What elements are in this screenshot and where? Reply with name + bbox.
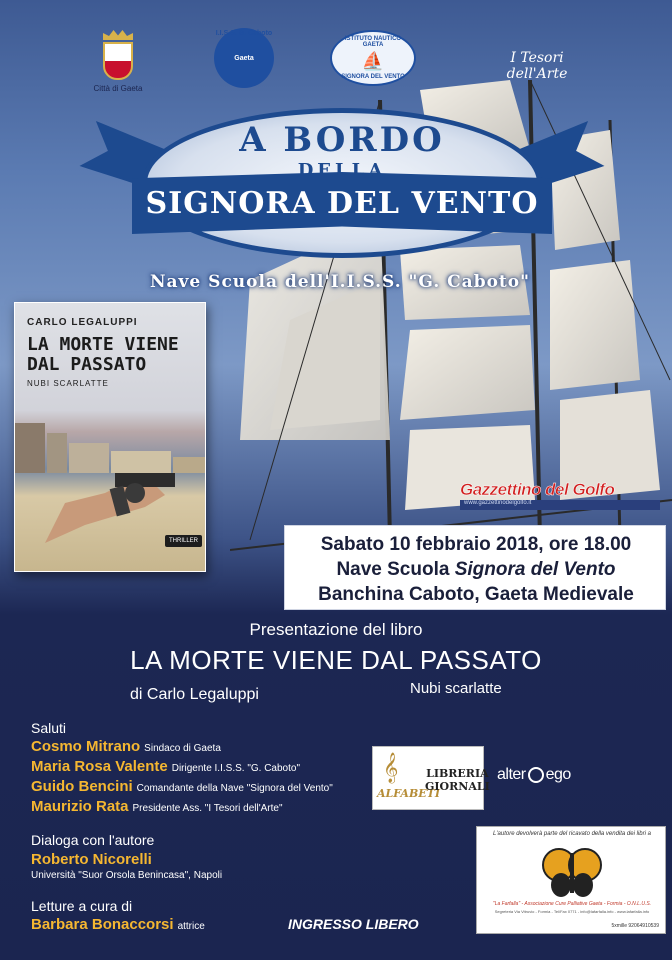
gazzettino-url: www.gazzettinodelgolfo.it [460,500,660,510]
hand-revolver-image [45,463,185,543]
alfabeti-libreria-logo [372,746,490,810]
event-date: Sabato 10 febbraio 2018, ore 18.00 [320,534,632,555]
saluti-person [31,798,283,816]
horseshoe-icon [528,767,544,783]
alfabeti-name: ALFABETI [377,787,440,800]
citta-di-gaeta-logo [88,30,148,93]
person-name: Maria Rosa Valente [31,758,168,775]
alfabeti-giornali-text: GIORNALI [425,780,490,793]
crown-icon [103,30,133,40]
event-place [285,559,667,581]
event-place-prefix: Nave Scuola [336,559,455,580]
title-subtitle: Nave Scuola dell'I.I.S.S. "G. Caboto" [150,272,530,292]
letture-name: Barbara Bonaccorsi [31,916,174,933]
saluti-label: Saluti [31,720,67,736]
saluti-person [31,778,333,796]
nautico-top-text: ISTITUTO NAUTICO GAETA [344,36,402,48]
tesori-arte-logo: I Tesori dell'Arte [506,50,568,82]
presentation-author: di Carlo Legaluppi [130,686,259,703]
person-name: Cosmo Mitrano [31,738,141,755]
person-role: Comandante della Nave "Signora del Vento" [136,783,333,794]
title-line-1: A BORDO [239,120,445,160]
dialoga-label: Dialoga con l'autore [31,832,155,848]
book-cover [14,302,206,572]
letture-person [31,916,205,934]
iiss-caboto-logo [196,28,292,88]
dialoga-name: Roberto Nicorelli [31,851,152,868]
nautico-bottom-text: SIGNORA DEL VENTO [341,74,405,80]
person-role: Dirigente I.I.S.S. "G. Caboto" [171,763,301,774]
dialoga-affiliation: Università "Suor Orsola Benincasa", Napoli [31,870,223,881]
istituto-nautico-logo [330,30,418,90]
saluti-person [31,758,300,776]
ship-icon: ⛵ [361,50,385,71]
la-farfalla-5xmille: 5xmille 92064910539 [611,923,659,929]
event-place-ship: Signora del Vento [454,559,616,580]
butterfly-icon [541,845,603,899]
alfabeti-libreria-text: LIBRERIA [426,767,489,780]
letture-label: Letture a cura di [31,898,133,914]
book-genre-badge: THRILLER [165,535,202,547]
alfabeti-libreria [425,767,490,793]
ingresso-libero: INGRESSO LIBERO [288,916,419,932]
presentation-book-subtitle: Nubi scarlatte [410,680,502,697]
person-role: Presidente Ass. "I Tesori dell'Arte" [132,803,283,814]
iiss-ring: Gaeta [214,28,274,88]
la-farfalla-address: Segreteria Via Vitruvio - Formia - Tel/Fax 0771 - info@lafarfalla.info - www.lafarfalla.info [494,909,650,914]
la-farfalla-assoc: "La Farfalla" - Associazione Cure Palliative Gaeta - Formia - O.N.L.U.S. [492,901,652,907]
letture-role: attrice [177,921,205,932]
iiss-top-text: I.I.S.S. G. Caboto [215,30,273,37]
event-location: Banchina Caboto, Gaeta Medievale [318,584,634,605]
book-cover-author: CARLO LEGALUPPI [27,317,138,328]
alter-ego-logo [497,766,571,784]
alfabeti-mark-icon: 𝄞 [383,753,399,783]
book-cover-title: LA MORTE VIENE DAL PASSATO [27,334,179,375]
gazzettino-name: Gazzettino del Golfo [460,480,615,499]
person-name: Guido Bencini [31,778,133,795]
alter-text: alter [497,766,526,783]
presentation-intro: Presentazione del libro [249,620,423,639]
la-farfalla-card [476,826,666,934]
shield-icon [103,42,133,80]
dialoga-person [31,851,152,869]
gazzettino-del-golfo-logo [460,480,660,510]
person-name: Maurizio Rata [31,798,129,815]
presentation-book-title: LA MORTE VIENE DAL PASSATO [130,645,542,675]
book-cover-subtitle: NUBI SCARLATTE [27,379,109,388]
ego-text: ego [545,766,571,783]
saluti-person [31,738,221,756]
event-details-box [284,525,666,610]
person-role: Sindaco di Gaeta [144,743,221,754]
la-farfalla-intro: L'autore devolverà parte del ricavato della vendita dei libri a [493,831,651,837]
title-line-3: SIGNORA DEL VENTO [145,186,539,221]
crest-label: Città di Gaeta [93,84,143,93]
title-line-2: DELLA [297,160,387,181]
